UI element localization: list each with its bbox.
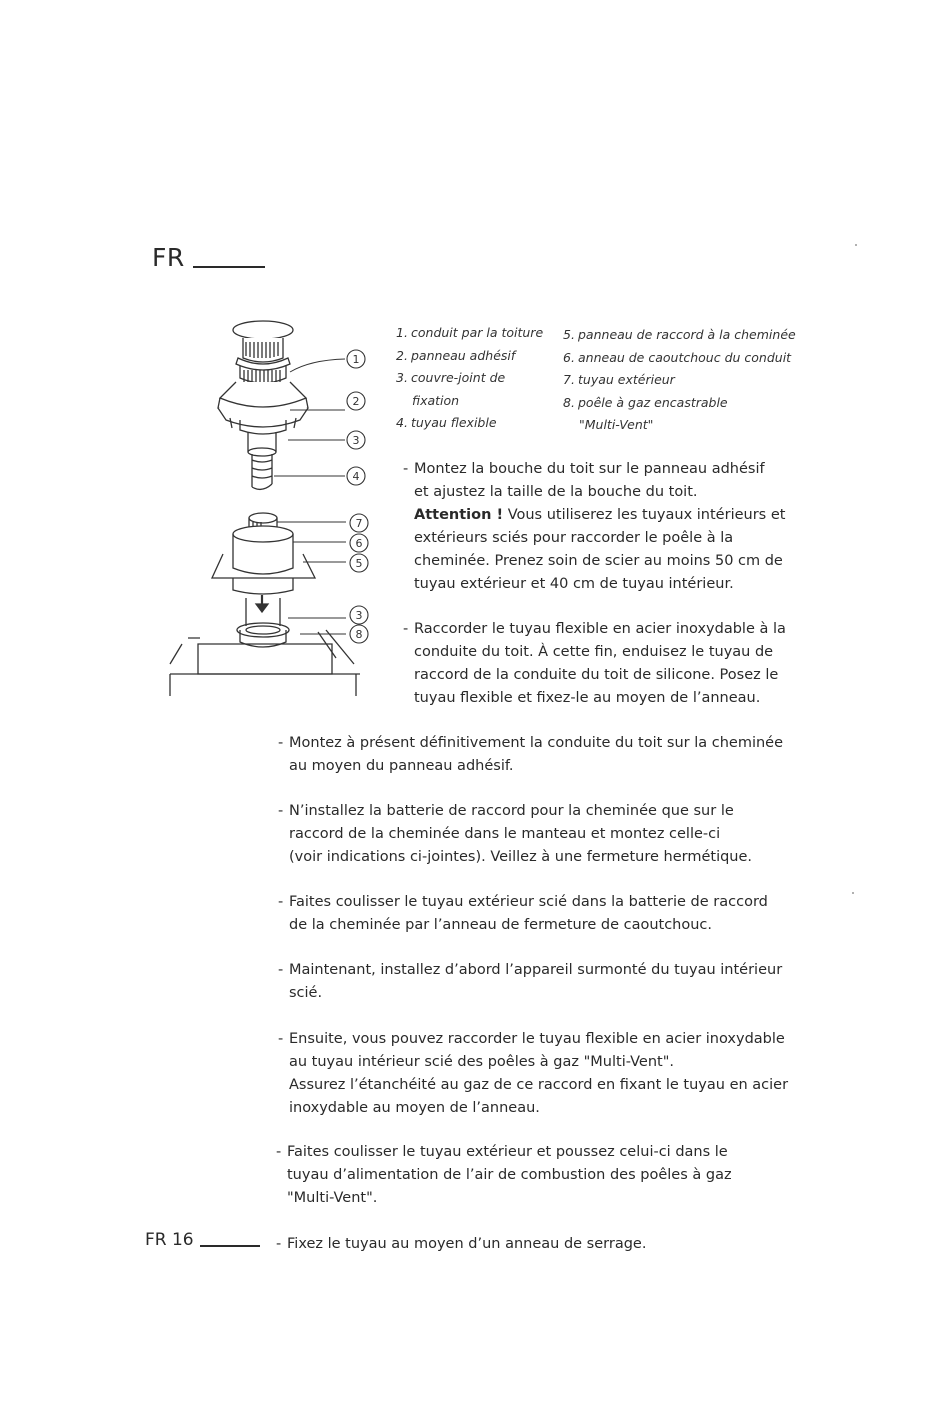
bullet-dash: - [278,962,284,978]
section-language-label: FR [152,243,185,272]
svg-text:4: 4 [352,470,360,483]
callout-3-top [347,431,365,449]
bullet-dash: - [403,621,409,637]
instruction-text: Raccorder le tuyau flexible en acier inoxydable à la conduite du toit. À cette fin, enduisez le tuyau de raccord de la conduite du toit de silicone. Posez le tuyau flexible et fixez-le au moyen de l’anneau. [414,621,786,706]
bullet-dash: - [276,1236,282,1252]
instruction-text: Ensuite, vous pouvez raccorder le tuyau flexible en acier inoxydable au tuyau intérieur scié des poêles à gaz "Multi-Vent". Assurez l’étanchéité au gaz de ce raccord en fixant le tuyau en acier inoxydable au moyen de l’anneau. [289,1031,789,1116]
instruction-text: Fixez le tuyau au moyen d’un anneau de serrage. [287,1236,647,1252]
attention-label: Attention ! [414,507,504,523]
scan-speck [855,244,857,246]
attention-text: Vous utiliserez les tuyaux intérieurs et extérieurs sciés pour raccorder le poêle à la cheminée. Prenez soin de scier au moins 50 cm de tuyau extérieur et 40 cm de tuyau intérieur. [414,507,786,592]
svg-text:7: 7 [355,517,363,530]
instruction-2 [403,618,803,710]
callout-2 [347,392,365,410]
page-number: FR 16 [145,1230,194,1250]
scan-speck [852,892,854,894]
instruction-text: N’installez la batterie de raccord pour la cheminée que sur le raccord de la cheminée dans le manteau et montez celle-ci (voir indications ci-jointes). Veillez à une fermeture hermétique. [289,803,753,865]
instruction-text: Maintenant, installez d’abord l’appareil surmonté du tuyau intérieur scié. [289,962,783,1001]
bullet-dash: - [276,1144,282,1160]
legend-item: 5. panneau de raccord à la cheminée [563,327,796,342]
callout-4 [347,467,365,485]
legend-item-continuation: "Multi-Vent" [579,417,654,432]
bullet-dash: - [403,461,409,477]
instruction-text: Faites coulisser le tuyau extérieur et poussez celui-ci dans le tuyau d’alimentation de l’air de combustion des poêles à gaz "Multi-Vent". [287,1144,732,1206]
legend-item-continuation: fixation [412,392,460,408]
header-rule [193,266,265,268]
callout-3-bottom [350,606,368,624]
bullet-dash: - [278,735,284,751]
callout-6 [350,534,368,552]
svg-text:2: 2 [352,395,360,408]
bullet-dash: - [278,803,284,819]
instruction-5 [278,891,808,937]
legend-item: 3. couvre-joint de [396,370,506,385]
svg-text:3: 3 [352,434,360,447]
svg-text:6: 6 [355,537,363,550]
legend-item: 8. poêle à gaz encastrable [563,394,728,410]
svg-text:1: 1 [352,353,360,366]
instruction-1 [403,458,803,596]
legend-item: 4. tuyau flexible [396,415,497,430]
legend-item: 7. tuyau extérieur [563,372,675,387]
bullet-dash: - [278,1031,284,1047]
instruction-text: Montez à présent définitivement la conduite du toit sur la cheminée au moyen du panneau adhésif. [289,735,784,774]
instruction-7 [278,1028,818,1120]
svg-text:5: 5 [355,557,363,570]
bullet-dash: - [278,894,284,910]
svg-text:8: 8 [355,628,363,641]
footer-rule [200,1245,260,1247]
callout-1 [347,350,365,368]
instruction-4 [278,800,808,869]
legend-item: 6. anneau de caoutchouc du conduit [563,349,792,365]
instruction-9 [276,1233,806,1256]
chimney-installation-diagram [160,312,385,702]
callout-5 [350,554,368,572]
legend-item: 1. conduit par la toiture [396,325,544,340]
instruction-6 [278,959,808,1005]
instruction-8 [276,1141,806,1210]
legend-column-1 [396,322,556,435]
callout-7 [350,514,368,532]
callout-8 [350,625,368,643]
legend-item: 2. panneau adhésif [396,347,516,363]
instruction-text: Faites coulisser le tuyau extérieur scié dans la batterie de raccord de la cheminée par l’anneau de fermeture de caoutchouc. [289,894,768,933]
svg-text:3: 3 [355,609,363,622]
instruction-3 [278,732,808,778]
legend-column-2 [563,324,813,437]
instruction-text: Montez la bouche du toit sur le panneau adhésif et ajustez la taille de la bouche du toit. [414,461,765,500]
